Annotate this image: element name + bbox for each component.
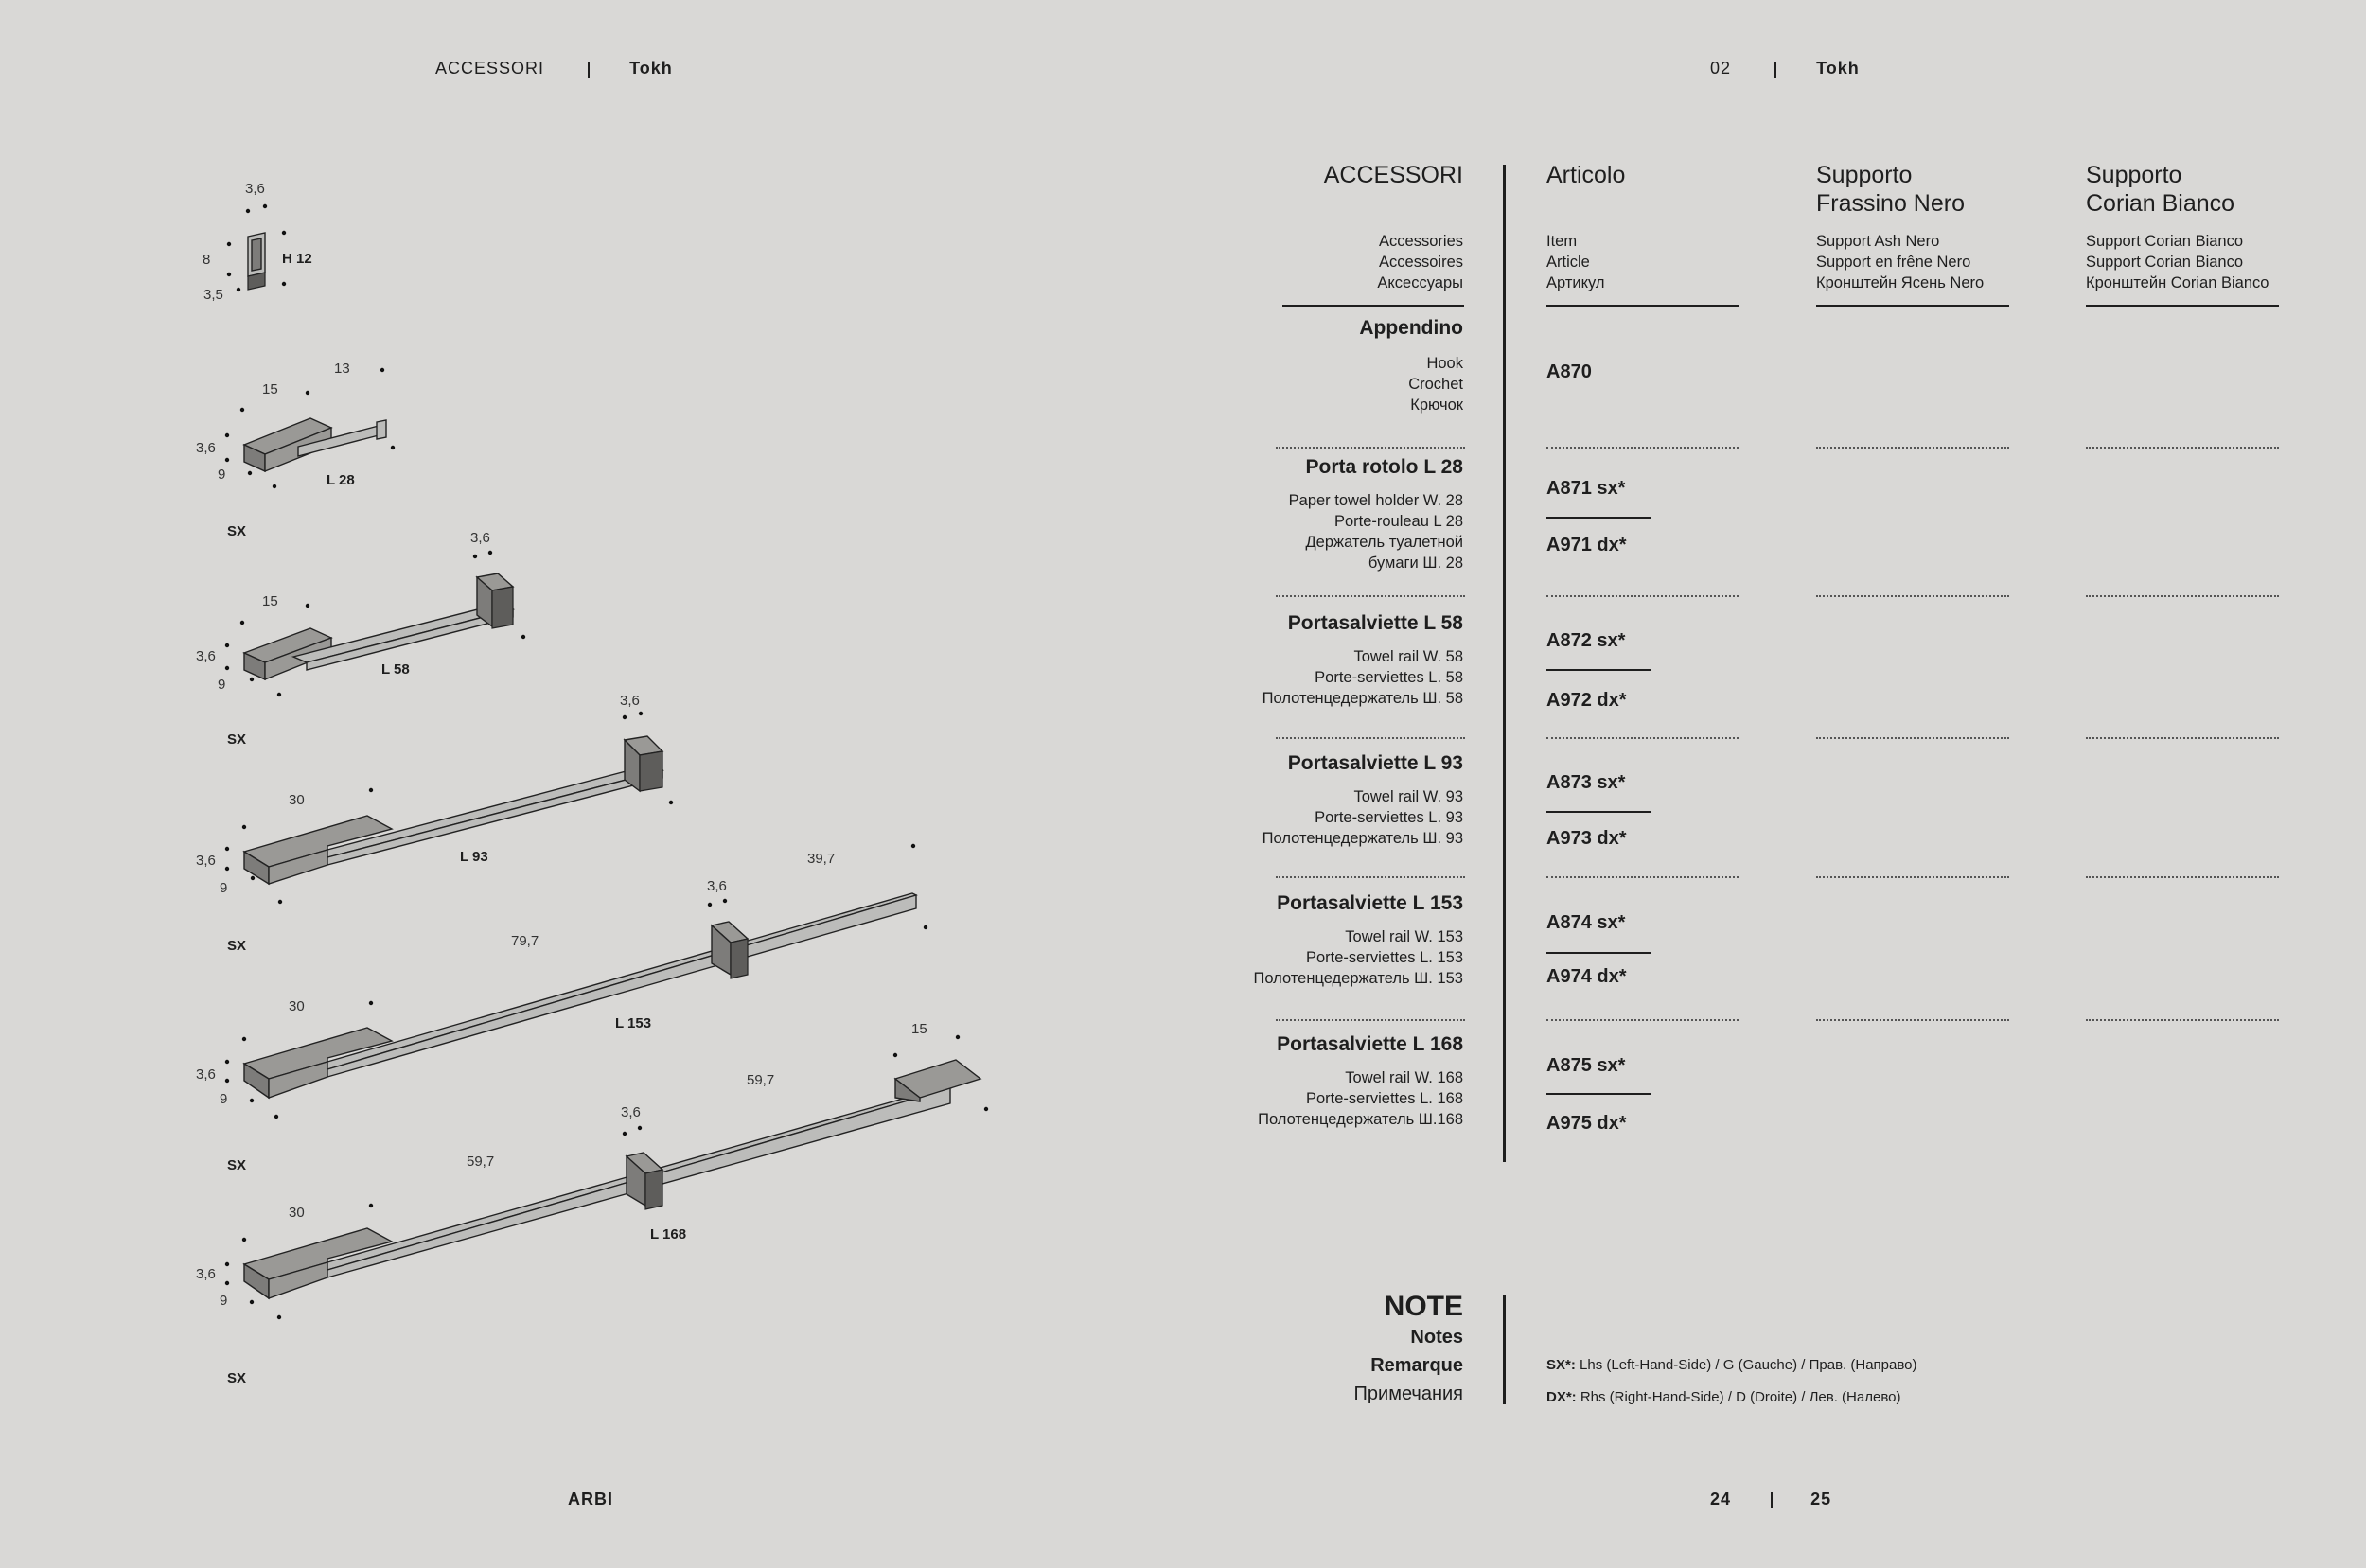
footer-separator bbox=[1771, 1492, 1773, 1508]
drawing-l28 bbox=[196, 361, 395, 539]
header-right bbox=[1710, 59, 1860, 79]
l153-size-label: L 153 bbox=[615, 1015, 652, 1031]
column-sub: Аксессуары bbox=[1377, 274, 1463, 291]
item-sub: Porte-serviettes L. 168 bbox=[1306, 1090, 1463, 1107]
drawing-hook bbox=[203, 181, 312, 303]
l153-mid-length: 79,7 bbox=[511, 933, 539, 949]
page-number-right: 25 bbox=[1810, 1489, 1832, 1508]
l153-support-width: 3,6 bbox=[707, 878, 727, 894]
item-code: A870 bbox=[1546, 361, 1592, 382]
header-separator bbox=[1774, 62, 1776, 78]
item-title: Porta rotolo L 28 bbox=[1305, 456, 1463, 478]
l153-side-label: SX bbox=[227, 1157, 247, 1173]
column-sub: Support Corian Bianco bbox=[2086, 254, 2244, 271]
item-sub: Towel rail W. 93 bbox=[1353, 788, 1463, 805]
column-sub: Кронштейн Ясень Nero bbox=[1816, 274, 1985, 291]
table-divider bbox=[1503, 165, 1506, 1162]
row-divider bbox=[1276, 737, 1465, 739]
column-title: Articolo bbox=[1546, 162, 1626, 188]
item-code: A974 dx* bbox=[1546, 966, 1627, 987]
column-sub: Артикул bbox=[1546, 274, 1605, 291]
row-divider bbox=[1816, 1019, 2009, 1021]
l168-depth: 9 bbox=[220, 1293, 228, 1309]
section-title: ACCESSORI bbox=[435, 59, 545, 78]
item-sub: Porte-serviettes L. 93 bbox=[1315, 809, 1463, 826]
l153-end-length: 39,7 bbox=[807, 851, 836, 867]
note-line: Remarque bbox=[1370, 1355, 1463, 1376]
code-separator bbox=[1546, 517, 1651, 519]
item-code: A872 sx* bbox=[1546, 630, 1626, 651]
l93-side-label: SX bbox=[227, 938, 247, 954]
l153-depth: 9 bbox=[220, 1091, 228, 1107]
column-title: Supporto bbox=[1816, 162, 1913, 188]
item-sub: Держатель туалетной bbox=[1305, 534, 1463, 551]
note-sx-label: SX*: bbox=[1546, 1357, 1576, 1373]
column-sub: Accessoires bbox=[1379, 254, 1463, 271]
note-heading bbox=[1179, 1291, 1463, 1408]
row-divider bbox=[1546, 737, 1739, 739]
item-row-porta-rotolo bbox=[1066, 456, 1463, 573]
code-separator bbox=[1546, 669, 1651, 671]
note-sx-text: Lhs (Left-Hand-Side) / G (Gauche) / Прав. (Направо) bbox=[1580, 1357, 1917, 1373]
column-underline bbox=[1546, 305, 1739, 307]
row-divider bbox=[1276, 1019, 1465, 1021]
item-sub: Полотенцедержатель Ш. 58 bbox=[1262, 690, 1463, 707]
item-code: A875 sx* bbox=[1546, 1055, 1626, 1076]
row-divider bbox=[1276, 595, 1465, 597]
l153-grip-length: 30 bbox=[289, 998, 305, 1014]
column-sub: Support Ash Nero bbox=[1816, 233, 1940, 250]
l168-end-length: 59,7 bbox=[747, 1072, 775, 1088]
note-title: NOTE bbox=[1384, 1291, 1463, 1322]
l168-side-label: SX bbox=[227, 1370, 247, 1386]
item-code: A975 dx* bbox=[1546, 1113, 1627, 1134]
code-separator bbox=[1546, 811, 1651, 813]
row-divider bbox=[1546, 1019, 1739, 1021]
item-sub: Porte-rouleau L 28 bbox=[1333, 513, 1463, 530]
l28-height: 3,6 bbox=[196, 440, 216, 456]
row-divider bbox=[1816, 447, 2009, 449]
column-sub: Accessories bbox=[1379, 233, 1463, 250]
column-articolo bbox=[1546, 161, 1792, 293]
item-code: A971 dx* bbox=[1546, 535, 1627, 555]
item-sub: бумаги Ш. 28 bbox=[1368, 555, 1463, 572]
note-dx-label: DX*: bbox=[1546, 1389, 1577, 1405]
item-sub: Полотенцедержатель Ш.168 bbox=[1258, 1111, 1463, 1128]
row-divider bbox=[2086, 737, 2279, 739]
code-separator bbox=[1546, 952, 1651, 954]
note-sx bbox=[1546, 1357, 1917, 1373]
row-divider bbox=[2086, 447, 2279, 449]
l58-size-label: L 58 bbox=[381, 661, 410, 678]
l93-height: 3,6 bbox=[196, 853, 216, 869]
brand-name: Tokh bbox=[1816, 59, 1860, 78]
hook-height-label: 8 bbox=[203, 252, 211, 268]
row-divider bbox=[1816, 595, 2009, 597]
column-sub: Support en frêne Nero bbox=[1816, 254, 1971, 271]
l58-height: 3,6 bbox=[196, 648, 216, 664]
item-code: A973 dx* bbox=[1546, 828, 1627, 849]
note-line: Примечания bbox=[1353, 1383, 1463, 1404]
brand-name: Tokh bbox=[629, 59, 673, 78]
item-row-portasalviette-58 bbox=[1066, 612, 1463, 709]
item-code: A871 sx* bbox=[1546, 478, 1626, 499]
item-sub: Hook bbox=[1426, 355, 1463, 372]
row-divider bbox=[1276, 876, 1465, 878]
l168-end-support-length: 15 bbox=[911, 1021, 927, 1037]
column-corian bbox=[2086, 161, 2341, 293]
l168-grip-length: 30 bbox=[289, 1205, 305, 1221]
item-sub: Towel rail W. 153 bbox=[1345, 928, 1463, 945]
item-code: A972 dx* bbox=[1546, 690, 1627, 711]
column-title: Corian Bianco bbox=[2086, 190, 2235, 217]
column-underline bbox=[1282, 305, 1464, 307]
l168-height: 3,6 bbox=[196, 1266, 216, 1282]
code-separator bbox=[1546, 1093, 1651, 1095]
hook-width-label: 3,6 bbox=[245, 181, 265, 197]
l28-size-label: L 28 bbox=[327, 472, 355, 488]
column-title: ACCESSORI bbox=[1323, 162, 1463, 188]
item-row-portasalviette-93 bbox=[1066, 752, 1463, 849]
row-divider bbox=[2086, 595, 2279, 597]
column-underline bbox=[2086, 305, 2279, 307]
footer-brand: ARBI bbox=[568, 1489, 613, 1508]
l58-side-label: SX bbox=[227, 731, 247, 748]
item-code: A873 sx* bbox=[1546, 772, 1626, 793]
column-sub: Кронштейн Corian Bianco bbox=[2086, 274, 2269, 291]
drawing-l93 bbox=[196, 693, 673, 954]
l58-grip-length: 15 bbox=[262, 593, 278, 609]
note-dx bbox=[1546, 1389, 1900, 1405]
l28-rod-length: 13 bbox=[334, 361, 350, 377]
item-title: Portasalviette L 58 bbox=[1287, 612, 1463, 634]
row-divider bbox=[1816, 737, 2009, 739]
drawing-l58 bbox=[196, 530, 525, 748]
page-number-left: 24 bbox=[1710, 1489, 1732, 1508]
item-sub: Крючок bbox=[1410, 396, 1463, 414]
hook-depth-label: 3,5 bbox=[203, 287, 223, 303]
item-row-portasalviette-168 bbox=[1066, 1033, 1463, 1130]
l93-depth: 9 bbox=[220, 880, 228, 896]
l58-depth: 9 bbox=[218, 677, 226, 693]
technical-drawings bbox=[0, 0, 1183, 1514]
item-sub: Porte-serviettes L. 58 bbox=[1315, 669, 1463, 686]
note-divider bbox=[1503, 1295, 1506, 1404]
row-divider bbox=[1546, 876, 1739, 878]
column-title: Frassino Nero bbox=[1816, 190, 1965, 217]
l93-grip-length: 30 bbox=[289, 792, 305, 808]
footer-pages bbox=[1710, 1489, 1831, 1509]
column-accessori bbox=[1179, 161, 1463, 293]
item-sub: Porte-serviettes L. 153 bbox=[1306, 949, 1463, 966]
l28-grip-length: 15 bbox=[262, 381, 278, 397]
column-sub: Item bbox=[1546, 233, 1578, 250]
column-frassino bbox=[1816, 161, 2062, 293]
l168-support-width: 3,6 bbox=[621, 1104, 641, 1120]
item-sub: Paper towel holder W. 28 bbox=[1288, 492, 1463, 509]
item-row-appendino bbox=[1066, 317, 1463, 415]
l168-mid-length: 59,7 bbox=[467, 1154, 495, 1170]
column-sub: Support Corian Bianco bbox=[2086, 233, 2244, 250]
column-underline bbox=[1816, 305, 2009, 307]
l93-size-label: L 93 bbox=[460, 849, 488, 865]
row-divider bbox=[1816, 876, 2009, 878]
hook-size-label: H 12 bbox=[282, 251, 312, 267]
l93-support-width: 3,6 bbox=[620, 693, 640, 709]
chapter-number: 02 bbox=[1710, 59, 1732, 78]
item-sub: Towel rail W. 58 bbox=[1353, 648, 1463, 665]
item-sub: Crochet bbox=[1408, 376, 1463, 393]
item-sub: Полотенцедержатель Ш. 93 bbox=[1262, 830, 1463, 847]
l58-support-width: 3,6 bbox=[470, 530, 490, 546]
item-code: A874 sx* bbox=[1546, 912, 1626, 933]
l28-side-label: SX bbox=[227, 523, 247, 539]
row-divider bbox=[1546, 447, 1739, 449]
row-divider bbox=[2086, 876, 2279, 878]
row-divider bbox=[1546, 595, 1739, 597]
note-line: Notes bbox=[1410, 1327, 1463, 1348]
column-title: Supporto bbox=[2086, 162, 2182, 188]
item-title: Portasalviette L 168 bbox=[1277, 1033, 1463, 1055]
item-sub: Полотенцедержатель Ш. 153 bbox=[1253, 970, 1463, 987]
item-title: Portasalviette L 153 bbox=[1277, 892, 1463, 914]
item-title: Appendino bbox=[1359, 317, 1463, 339]
column-sub: Article bbox=[1546, 254, 1590, 271]
l168-size-label: L 168 bbox=[650, 1226, 687, 1242]
item-sub: Towel rail W. 168 bbox=[1345, 1069, 1463, 1086]
item-title: Portasalviette L 93 bbox=[1287, 752, 1463, 774]
row-divider bbox=[1276, 447, 1465, 449]
row-divider bbox=[2086, 1019, 2279, 1021]
l153-height: 3,6 bbox=[196, 1066, 216, 1083]
note-dx-text: Rhs (Right-Hand-Side) / D (Droite) / Лев. (Налево) bbox=[1580, 1389, 1901, 1405]
item-row-portasalviette-153 bbox=[1066, 892, 1463, 989]
l28-depth: 9 bbox=[218, 467, 226, 483]
